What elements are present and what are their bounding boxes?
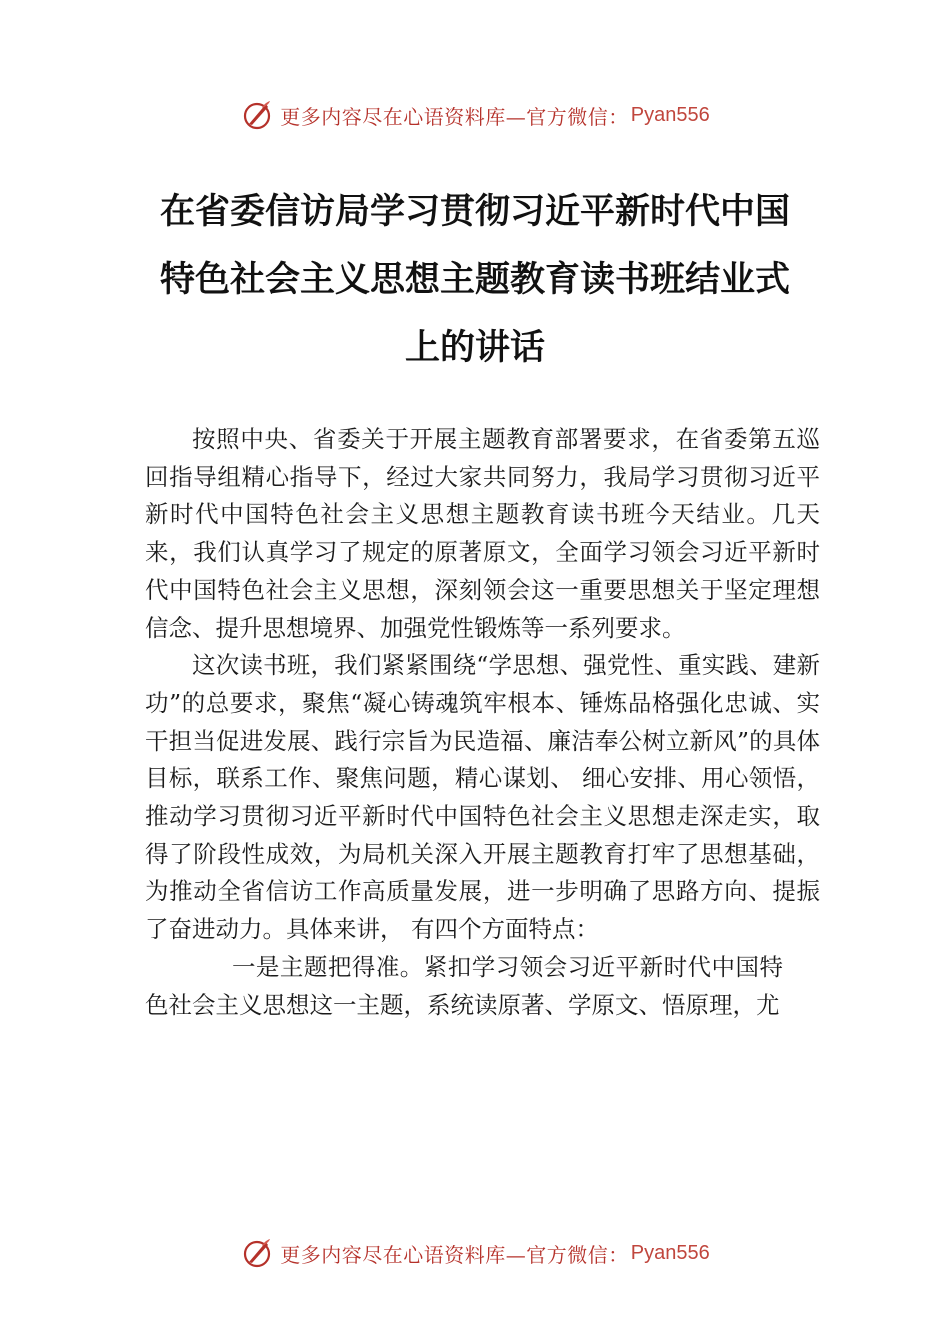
title-line-2: 特色社会主义思想主题教育读书班结业式 [159, 260, 790, 300]
document-body [145, 421, 820, 1024]
banner-wechat-id: Pyan556 [630, 103, 710, 126]
document-title [120, 178, 830, 382]
banner-text: 更多内容尽在心语资料库—官方微信： [280, 1242, 629, 1267]
paragraph-2: 这次读书班，我们紧紧围绕“学思想、强党性、重实践、建新功”的总要求，聚焦“凝心铸魂筑牢根本、锤炼品格强化忠诚、实干担当促进发展、践行宗旨为民造福、廉洁奉公树立新风”的具体目标，联系工作、聚焦问题，精心谋划、 细心安排、用心领悟，推动学习贯彻习近平新时代中国特色社会主义思想走深走实，取得了阶段性成效，为局机关深入开展主题教育打牢了思想基础，为推动全省信访工作高质量发展，进一步明确了思路方向、提振了奋进动力。具体来讲， 有四个方面特点： [145, 651, 820, 944]
point-one-paragraph: 一是主题把得准。紧扣学习领会习近平新时代中国特色社会主义思想这一主题，系统读原著、学原文、悟原理，尤 [145, 952, 783, 1019]
paragraph-1: 按照中央、省委关于开展主题教育部署要求，在省委第五巡回指导组精心指导下，经过大家共同努力，我局学习贯彻习近平新时代中国特色社会主义思想主题教育读书班今天结业。几天来，我们认真学习了规定的原著原文，全面学习领会习近平新时代中国特色社会主义思想，深刻领会这一重要思想关于坚定理想信念、提升思想境界、加强党性锻炼等一系列要求。 [145, 425, 820, 642]
header-banner [0, 95, 950, 135]
title-line-1: 在省委信访局学习贯彻习近平新时代中国 [159, 192, 790, 232]
quill-logo-icon [240, 98, 274, 132]
quill-logo-icon [240, 1236, 274, 1270]
banner-wechat-id: Pyan556 [630, 1241, 710, 1264]
footer-banner [0, 1233, 950, 1273]
title-line-3: 上的讲话 [404, 328, 545, 368]
banner-text: 更多内容尽在心语资料库—官方微信： [280, 104, 629, 129]
